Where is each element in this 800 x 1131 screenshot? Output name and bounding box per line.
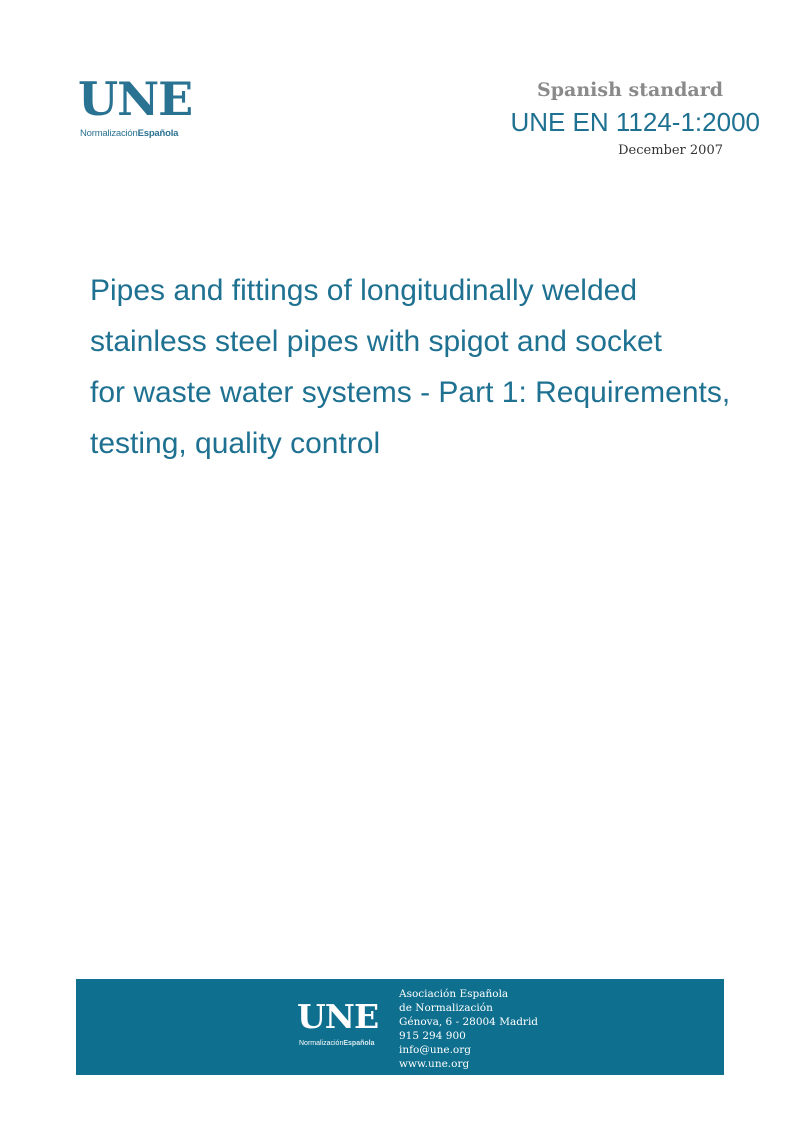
logo-wordmark: UNE <box>78 72 193 126</box>
standard-date: December 2007 <box>618 143 723 158</box>
phone-number: 915 294 900 <box>399 1030 466 1042</box>
logo-tagline <box>80 128 178 139</box>
address-line: Génova, 6 - 28004 Madrid <box>399 1016 539 1028</box>
une-logo <box>78 74 198 144</box>
standard-code: UNE EN 1124-1:2000 <box>510 107 760 137</box>
footer-address <box>399 987 538 1071</box>
standard-kind: Spanish standard <box>537 79 723 101</box>
title-line: testing, quality control <box>90 427 381 460</box>
footer-logo-tagline <box>299 1040 374 1047</box>
footer-band <box>76 979 724 1075</box>
address-line: de Normalización <box>399 1002 493 1014</box>
title-line: stainless steel pipes with spigot and socket <box>90 325 662 358</box>
footer-logo-tagline-a: Normalización <box>299 1040 344 1047</box>
email-address: info@une.org <box>399 1044 471 1056</box>
website-url: www.une.org <box>399 1058 470 1070</box>
address-line: Asociación Española <box>399 988 509 1000</box>
title-line: Pipes and fittings of longitudinally welded <box>90 274 638 307</box>
footer-logo-wordmark: UNE <box>297 997 379 1036</box>
footer-logo-tagline-b: Española <box>343 1040 375 1047</box>
document-title <box>90 265 790 469</box>
footer-une-logo <box>297 999 397 1049</box>
title-line: for waste water systems - Part 1: Requirements, <box>90 376 731 409</box>
logo-tagline-b: Española <box>137 128 179 139</box>
logo-tagline-a: Normalización <box>80 128 138 139</box>
